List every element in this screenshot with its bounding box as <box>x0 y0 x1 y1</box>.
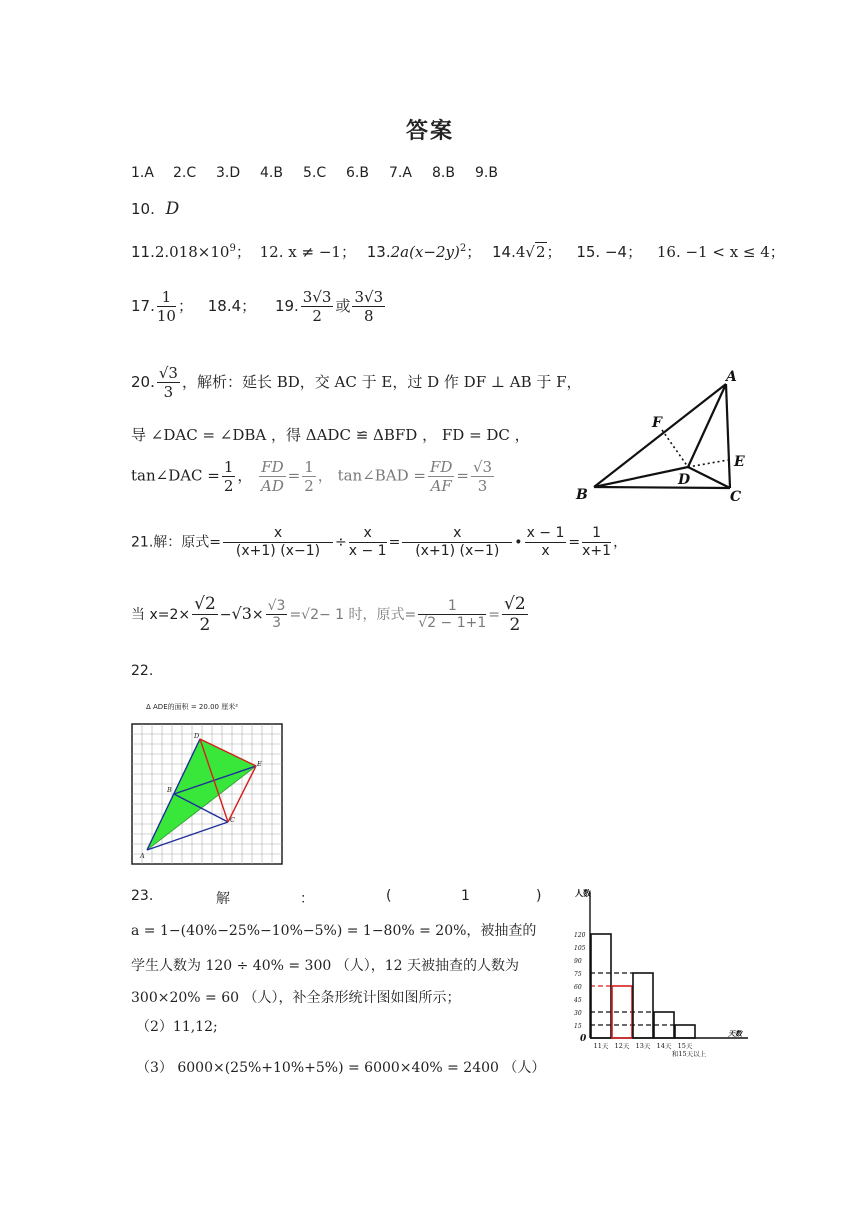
y-tick-label: 75 <box>574 970 582 978</box>
q20-answer-denominator: 3 <box>163 383 174 401</box>
half-denominator: 2 <box>304 477 314 495</box>
q14-number: 14. <box>492 243 516 261</box>
bar <box>633 973 653 1038</box>
q19-number: 19. <box>274 297 299 315</box>
multiply-dot: • <box>514 534 523 551</box>
q19-a-numerator: 3√3 <box>302 288 332 306</box>
q23-head-paren-close: ) <box>536 888 542 904</box>
q13-exponent: 2 <box>459 243 467 254</box>
x-tick-label: 13天 <box>635 1042 651 1050</box>
fd-ad-numerator: FD <box>261 458 284 476</box>
q13-number: 13. <box>366 243 391 261</box>
tan-dac-fraction <box>222 458 236 495</box>
q17-19-line <box>131 288 387 325</box>
term3-numerator: x <box>402 525 512 543</box>
q20-answer-numerator: √3 <box>158 364 178 382</box>
y-tick-label: 105 <box>574 944 586 952</box>
divide-sign: ÷ <box>335 534 347 551</box>
segment-ba <box>594 384 726 487</box>
fd-ad-fraction <box>259 458 285 495</box>
three-denominator: 3 <box>272 615 281 632</box>
q23-head-paren-open: ( <box>386 888 392 904</box>
mc-answer-7: 7.A <box>389 165 412 181</box>
q19-a-denominator: 2 <box>312 307 322 325</box>
tan-dac-denominator: 2 <box>223 477 234 495</box>
mc-answer-4: 4.B <box>260 165 283 181</box>
q20-line1 <box>131 364 582 401</box>
point-b-label: B <box>167 786 172 794</box>
y-tick-label: 45 <box>574 996 582 1004</box>
q20-answer-fraction <box>157 364 180 401</box>
q17-denominator: 10 <box>156 307 176 325</box>
q20-line2 <box>131 424 530 445</box>
three-denominator: 3 <box>477 477 488 495</box>
q20-line3: tan∠DAC = $\frac{1}{2}$ ， $\frac{FD}{AD}$ = $\frac{1}{2}$ ， tan∠BAD = $\frac{FD}{AF}$ = $\frac{√3}{3}$ <box>131 458 493 495</box>
q19-b-denominator: 8 <box>364 307 374 325</box>
equals-sign: = <box>456 466 469 485</box>
sqrt3-over-3-fraction <box>471 458 494 495</box>
q20-number: 20. <box>131 373 155 391</box>
q23-head-part: 1 <box>461 888 470 904</box>
label-c: C <box>730 489 742 505</box>
sqrt3-over-3 <box>266 598 288 633</box>
tan-dac-numerator: 1 <box>223 458 234 476</box>
q10-number: 10. <box>131 200 155 218</box>
one-numerator: 1 <box>418 598 486 616</box>
sqrt-sign: √ <box>525 243 535 261</box>
q19-fraction-a <box>301 288 334 325</box>
q17-fraction <box>157 288 176 325</box>
q21-term4 <box>525 525 567 560</box>
segment-bc <box>594 487 730 488</box>
point-e-label: E <box>257 760 262 768</box>
segment-dc <box>688 467 730 488</box>
equals-sign: = <box>488 606 501 623</box>
y-tick-label: 15 <box>574 1022 582 1030</box>
q17-numerator: 1 <box>157 288 176 307</box>
q23-line3: 300×20% = 60 （人），补全条形统计图如图所示； <box>131 990 461 1006</box>
bar <box>675 1025 695 1038</box>
q21-line2 <box>131 594 530 636</box>
equals-sign: = <box>289 606 302 623</box>
equals-sign: = <box>388 534 401 551</box>
q21-term3 <box>402 525 512 560</box>
q22-area-caption: Δ ADE的面积 = 20.00 厘米² <box>146 703 239 711</box>
segment-de-dotted <box>688 460 728 467</box>
separator: ； <box>466 243 482 261</box>
sqrt2: √2 <box>301 606 319 623</box>
q21-term1 <box>223 525 333 560</box>
q23-part2: （2）11,12; <box>136 1019 218 1035</box>
q19-b-numerator: 3√3 <box>354 288 384 306</box>
two-denominator: 2 <box>199 615 211 636</box>
segment-ac <box>726 384 730 488</box>
mc-answer-6: 6.B <box>346 165 369 181</box>
times-sign: × <box>251 606 264 623</box>
tan-bad-label: tan∠BAD = <box>337 466 426 485</box>
sqrt2-numerator: √2 <box>504 594 526 614</box>
x-axis-label: 天数 <box>728 1029 742 1038</box>
term2-numerator: x <box>349 525 387 543</box>
final-sqrt2-over-2 <box>502 594 528 636</box>
half-fraction <box>302 458 316 495</box>
term5-numerator: 1 <box>582 525 611 543</box>
q19-or: 或 <box>335 297 351 315</box>
q21-then-expression: − 1 时，原式= <box>319 606 417 623</box>
q10-line <box>131 199 179 219</box>
fd-af-numerator: FD <box>429 458 453 476</box>
mc-answer-8: 8.B <box>432 165 455 181</box>
q20-proof: 导 ∠DAC = ∠DBA ，得 ΔADC ≌ ΔBFD ， FD = DC ， <box>131 426 530 444</box>
q23-head-colon: ： <box>300 891 314 907</box>
q14-coef: 4 <box>515 243 526 261</box>
y-tick-label: 30 <box>574 1009 582 1017</box>
y-tick-label: 120 <box>574 931 586 939</box>
q11-number: 11. <box>131 243 155 261</box>
reciprocal-fraction <box>418 598 486 633</box>
label-b: B <box>576 487 588 503</box>
q14-radicand: 2 <box>535 243 546 261</box>
q12-answer: 12. x ≠ −1； <box>259 243 356 261</box>
q20-analysis: ，解析：延长 BD，交 AC 于 E，过 D 作 DF ⊥ AB 于 F， <box>181 373 582 391</box>
segment-ad <box>688 384 726 467</box>
q23-line1: a = 1−(40%−25%−10%−5%) = 1−80% = 20%，被抽查的 <box>131 923 537 939</box>
separator: ； <box>177 297 193 315</box>
q21-term2 <box>349 525 387 560</box>
q16-answer: 16. −1 < x ≤ 4； <box>656 243 785 261</box>
half-numerator: 1 <box>304 458 314 476</box>
q10-answer: D <box>165 199 180 219</box>
x-tick-label: 11天 <box>593 1042 609 1050</box>
comma: ， <box>613 534 628 551</box>
equals-sign: = <box>568 534 581 551</box>
sqrt3: √3 <box>231 603 252 623</box>
point-d-label: D <box>194 732 200 740</box>
tan-dac-label: tan∠DAC = <box>131 466 220 485</box>
q19-fraction-b <box>352 288 385 325</box>
two-denominator: 2 <box>509 615 521 636</box>
label-e: E <box>734 454 745 470</box>
minus-sign: − <box>219 606 232 623</box>
sqrt2-over-2 <box>192 594 218 636</box>
term5-denominator: x+1 <box>582 542 612 559</box>
q11-answer: 2.018×10 <box>154 243 230 261</box>
q23-bar-chart <box>562 886 762 1068</box>
x-tick-label: 15天 <box>677 1042 693 1050</box>
q21-line1 <box>131 525 627 560</box>
x-tick-label: 12天 <box>614 1042 630 1050</box>
equals-sign: = <box>287 466 301 485</box>
sqrt2-denominator: √2 − 1+1 <box>418 615 487 632</box>
q23-part3: （3） 6000×(25%+10%+5%) = 6000×40% = 2400 （人） <box>136 1060 546 1076</box>
q18-answer: 18.4； <box>207 297 257 315</box>
q21-when-x: 当 x=2× <box>131 606 191 623</box>
q13-answer: 2a(x−2y) <box>390 243 460 261</box>
mc-answer-9: 9.B <box>475 165 498 181</box>
fd-af-denominator: AF <box>430 477 452 495</box>
mc-answer-1: 1.A <box>131 165 154 181</box>
q21-prefix: 21.解：原式= <box>131 534 221 551</box>
q11-16-line <box>131 241 785 262</box>
q20-triangle-figure <box>576 368 760 508</box>
separator: ； <box>546 243 562 261</box>
mc-answer-3: 3.D <box>216 165 241 181</box>
point-a-label: A <box>140 852 145 860</box>
sqrt2-numerator: √2 <box>194 594 216 614</box>
fd-ad-denominator: AD <box>260 477 284 495</box>
q15-answer: 15. −4； <box>576 243 643 261</box>
y-tick-label: 60 <box>574 983 582 991</box>
x-tick-label: 和15天以上 <box>671 1050 707 1058</box>
point-c-label: C <box>230 816 235 824</box>
q23-head-solution: 解 <box>216 891 230 907</box>
label-d: D <box>678 472 691 488</box>
sqrt3-numerator: √3 <box>473 458 493 476</box>
term3-denominator: (x+1) (x−1) <box>415 542 500 559</box>
q23-line2: 学生人数为 120 ÷ 40% = 300 （人），12 天被抽查的人数为 <box>131 958 519 974</box>
page-title: 答案 <box>405 119 454 144</box>
q23-head-number: 23. <box>131 888 154 904</box>
label-f: F <box>652 415 662 431</box>
q21-term5 <box>582 525 611 560</box>
term1-numerator: x <box>223 525 333 543</box>
label-a: A <box>726 369 737 385</box>
y-tick-label: 90 <box>574 957 582 965</box>
y-axis-label: 人数 <box>575 888 591 898</box>
segment-df-dotted <box>662 430 688 467</box>
q22-grid-figure <box>130 722 284 866</box>
q17-number: 17. <box>131 297 155 315</box>
mc-answer-5: 5.C <box>303 165 327 181</box>
separator: ； <box>235 243 251 261</box>
fd-af-fraction <box>428 458 454 495</box>
q11-exponent: 9 <box>229 243 236 254</box>
q22-number: 22. <box>131 663 154 679</box>
term2-denominator: x − 1 <box>348 542 387 559</box>
y-tick-label: 0 <box>580 1034 587 1044</box>
term4-numerator: x − 1 <box>526 525 565 541</box>
mc-answer-2: 2.C <box>173 165 197 181</box>
x-tick-label: 14天 <box>656 1042 672 1050</box>
term4-denominator: x <box>541 542 550 559</box>
term1-denominator: (x+1) (x−1) <box>235 542 321 559</box>
sqrt3-numerator: √3 <box>267 597 286 614</box>
